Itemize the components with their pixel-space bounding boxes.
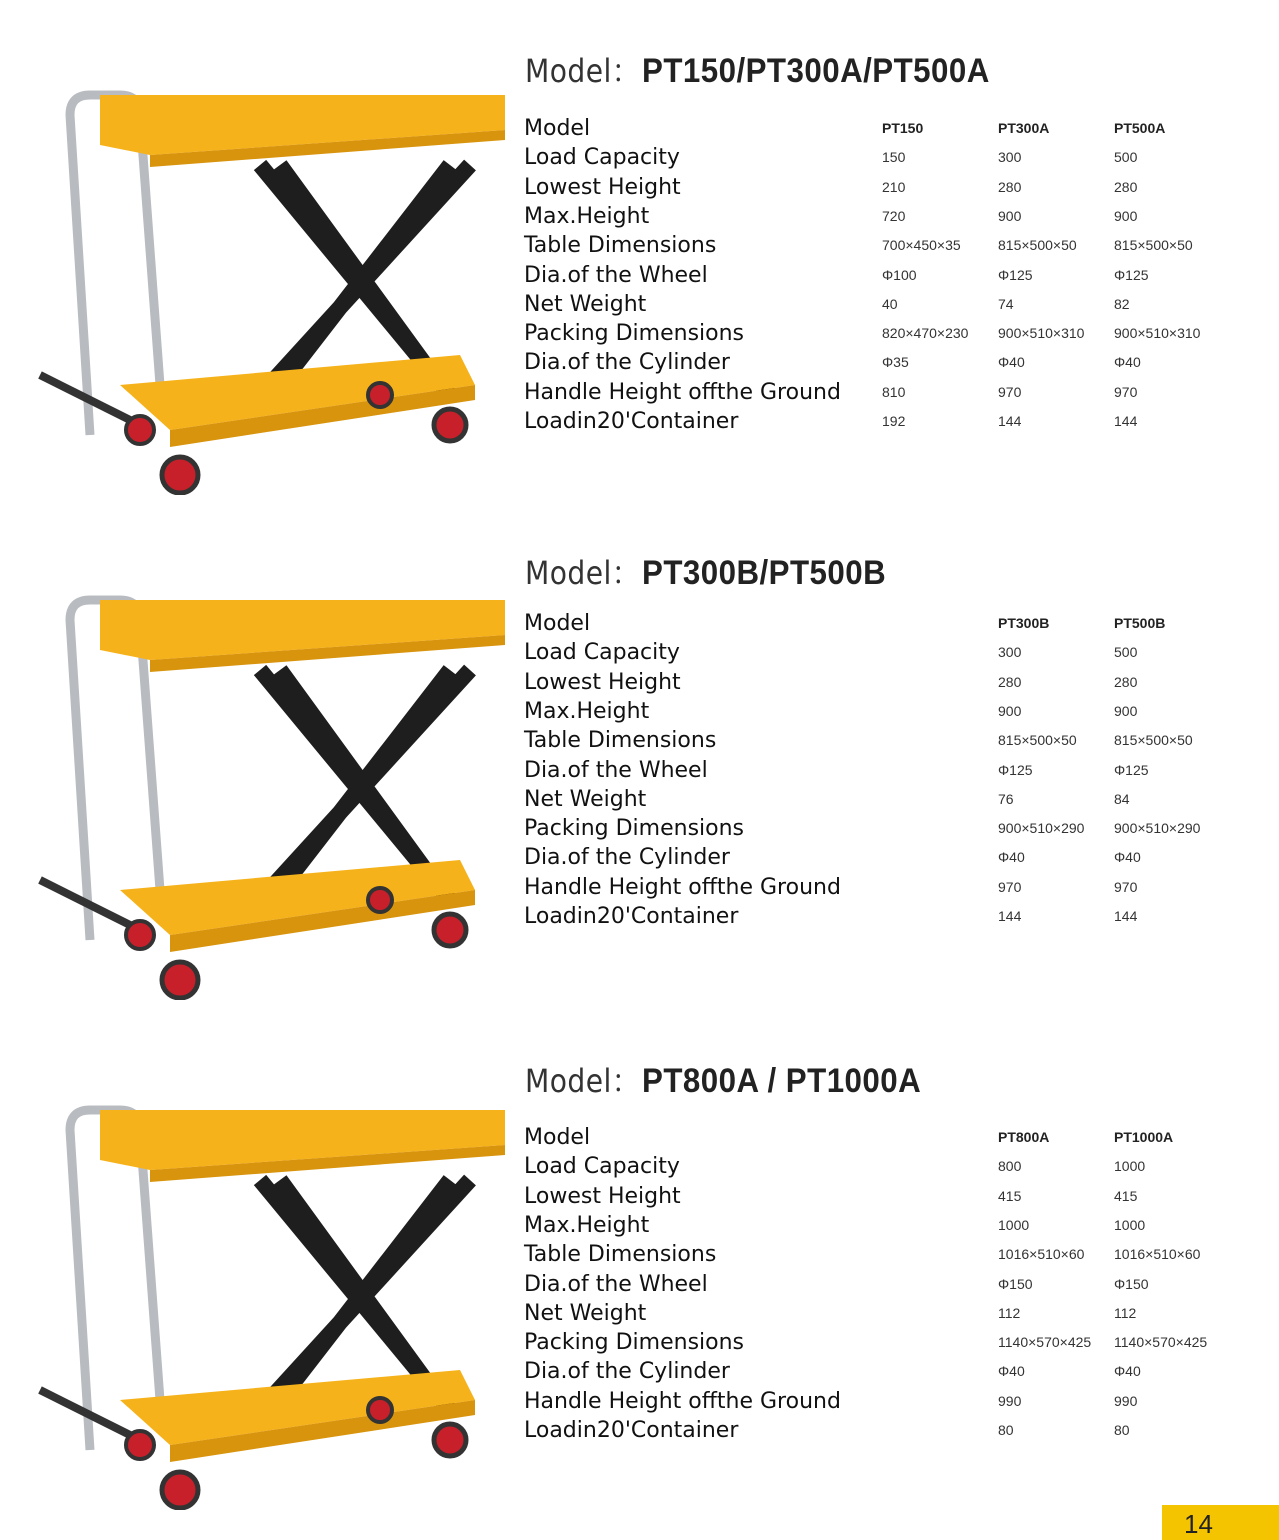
spec-value: 415 <box>1114 1187 1138 1204</box>
spec-value: 300 <box>998 149 1022 166</box>
spec-label: Dia.of the Cylinder <box>524 1359 730 1385</box>
model-column-header: PT1000A <box>1114 1129 1174 1145</box>
spec-value: 815×500×50 <box>998 732 1077 749</box>
spec-label: Handle Height offthe Ground <box>524 874 841 900</box>
page-number: 14 <box>1184 1509 1213 1539</box>
spec-row <box>0 640 1279 669</box>
spec-label: Packing Dimensions <box>524 321 745 347</box>
spec-row <box>0 1418 1279 1447</box>
spec-row <box>0 670 1279 699</box>
spec-value: 415 <box>998 1187 1022 1204</box>
spec-label: Dia.of the Wheel <box>524 262 708 288</box>
spec-value: 815×500×50 <box>1114 732 1193 749</box>
spec-label: Lowest Height <box>524 669 681 695</box>
spec-row <box>0 816 1279 845</box>
spec-row <box>0 787 1279 816</box>
spec-value: 900 <box>998 702 1022 719</box>
section-title: Model：PT300B/PT500B <box>525 554 887 592</box>
spec-label: Model <box>524 116 591 141</box>
spec-value: Φ150 <box>1114 1275 1149 1292</box>
spec-row <box>0 1301 1279 1330</box>
spec-value: 1000 <box>1114 1158 1146 1175</box>
spec-row <box>0 292 1279 321</box>
spec-row <box>0 175 1279 204</box>
spec-value: 900×510×290 <box>998 820 1085 837</box>
spec-value: 112 <box>998 1304 1021 1321</box>
spec-row <box>0 1154 1279 1183</box>
spec-value: 144 <box>1114 908 1138 924</box>
model-column-header: PT300B <box>998 615 1050 631</box>
spec-label: Max.Height <box>524 1212 650 1238</box>
spec-label: Handle Height offthe Ground <box>524 379 841 405</box>
spec-value: 1016×510×60 <box>998 1246 1085 1263</box>
spec-value: Φ40 <box>998 849 1025 866</box>
spec-label: Load Capacity <box>524 640 680 666</box>
spec-value: 970 <box>998 383 1022 400</box>
spec-value: 144 <box>998 413 1022 429</box>
spec-row <box>0 1242 1279 1271</box>
spec-value: 80 <box>1114 1422 1130 1438</box>
spec-label: Net Weight <box>524 1300 647 1326</box>
spec-label: Model <box>524 1125 591 1150</box>
spec-value: 280 <box>998 178 1022 195</box>
spec-row <box>0 409 1279 438</box>
spec-row <box>0 904 1279 933</box>
spec-value: 900 <box>1114 207 1138 224</box>
spec-value: 84 <box>1114 790 1130 807</box>
spec-row <box>0 1330 1279 1359</box>
spec-label: Net Weight <box>524 786 647 812</box>
page-number-tab <box>1162 1505 1279 1540</box>
spec-value: Φ35 <box>882 354 909 371</box>
spec-label: Table Dimensions <box>524 233 717 259</box>
spec-value: Φ125 <box>998 761 1033 778</box>
spec-value: 192 <box>882 413 906 429</box>
spec-value: Φ125 <box>998 266 1033 283</box>
spec-value: 720 <box>882 207 906 224</box>
spec-label: Packing Dimensions <box>524 1330 745 1356</box>
spec-label: Load Capacity <box>524 145 680 171</box>
spec-value: 990 <box>1114 1392 1138 1409</box>
spec-row <box>0 1125 1279 1154</box>
spec-label: Lowest Height <box>524 174 681 200</box>
spec-row <box>0 1184 1279 1213</box>
spec-value: 800 <box>998 1158 1022 1175</box>
spec-value: 80 <box>998 1422 1014 1438</box>
spec-label: Loadin20'Container <box>524 1418 739 1443</box>
spec-value: 970 <box>998 878 1022 895</box>
spec-value: 1140×570×425 <box>998 1334 1092 1351</box>
spec-value: 900 <box>998 207 1022 224</box>
model-column-header: PT500A <box>1114 120 1166 136</box>
spec-value: 970 <box>1114 878 1138 895</box>
model-column-header: PT300A <box>998 120 1050 136</box>
spec-label: Table Dimensions <box>524 728 717 754</box>
spec-value: 700×450×35 <box>882 237 961 254</box>
spec-value: 280 <box>1114 673 1138 690</box>
spec-label: Lowest Height <box>524 1183 681 1209</box>
spec-row <box>0 321 1279 350</box>
spec-label: Model <box>524 611 591 636</box>
spec-label: Load Capacity <box>524 1154 680 1180</box>
spec-value: 82 <box>1114 295 1130 312</box>
spec-value: 1140×570×425 <box>1114 1334 1208 1351</box>
spec-value: Φ100 <box>882 266 917 283</box>
spec-row <box>0 611 1279 640</box>
spec-value: Φ40 <box>998 1363 1025 1380</box>
spec-row <box>0 145 1279 174</box>
spec-value: 820×470×230 <box>882 325 969 342</box>
spec-value: 280 <box>998 673 1022 690</box>
spec-value: 1016×510×60 <box>1114 1246 1201 1263</box>
spec-label: Max.Height <box>524 203 650 229</box>
spec-value: 815×500×50 <box>1114 237 1193 254</box>
spec-value: Φ125 <box>1114 761 1149 778</box>
spec-label: Dia.of the Cylinder <box>524 845 730 871</box>
spec-label: Loadin20'Container <box>524 904 739 929</box>
spec-value: Φ40 <box>1114 1363 1141 1380</box>
spec-row <box>0 728 1279 757</box>
spec-value: 300 <box>998 644 1022 661</box>
spec-value: 1000 <box>998 1216 1030 1233</box>
spec-value: 144 <box>1114 413 1138 429</box>
spec-value: 500 <box>1114 149 1138 166</box>
spec-label: Dia.of the Cylinder <box>524 350 730 376</box>
spec-row <box>0 263 1279 292</box>
spec-row <box>0 1213 1279 1242</box>
model-column-header: PT150 <box>882 120 924 136</box>
spec-row <box>0 116 1279 145</box>
model-column-header: PT500B <box>1114 615 1166 631</box>
spec-value: Φ40 <box>1114 354 1141 371</box>
spec-label: Max.Height <box>524 698 650 724</box>
model-column-header: PT800A <box>998 1129 1050 1145</box>
spec-row <box>0 380 1279 409</box>
spec-label: Loadin20'Container <box>524 409 739 434</box>
spec-row <box>0 758 1279 787</box>
spec-value: Φ40 <box>998 354 1025 371</box>
spec-value: 810 <box>882 383 906 400</box>
spec-value: 76 <box>998 790 1014 807</box>
spec-value: 500 <box>1114 644 1138 661</box>
spec-value: 280 <box>1114 178 1138 195</box>
spec-value: 1000 <box>1114 1216 1146 1233</box>
spec-value: 150 <box>882 149 906 166</box>
spec-value: 40 <box>882 295 898 312</box>
spec-value: Φ150 <box>998 1275 1033 1292</box>
spec-value: 74 <box>998 295 1014 312</box>
spec-value: 900×510×310 <box>1114 325 1201 342</box>
spec-label: Packing Dimensions <box>524 816 745 842</box>
spec-value: 112 <box>1114 1304 1137 1321</box>
spec-row <box>0 699 1279 728</box>
spec-row <box>0 1359 1279 1388</box>
spec-value: Φ40 <box>1114 849 1141 866</box>
spec-value: 210 <box>882 178 906 195</box>
spec-label: Table Dimensions <box>524 1242 717 1268</box>
spec-value: 970 <box>1114 383 1138 400</box>
spec-row <box>0 845 1279 874</box>
spec-value: 900×510×290 <box>1114 820 1201 837</box>
spec-value: 900 <box>1114 702 1138 719</box>
spec-value: 815×500×50 <box>998 237 1077 254</box>
spec-row <box>0 1389 1279 1418</box>
spec-label: Handle Height offthe Ground <box>524 1388 841 1414</box>
spec-row <box>0 233 1279 262</box>
spec-value: 990 <box>998 1392 1022 1409</box>
section-title: Model：PT150/PT300A/PT500A <box>525 52 990 90</box>
spec-value: 144 <box>998 908 1022 924</box>
spec-row <box>0 204 1279 233</box>
spec-value: Φ125 <box>1114 266 1149 283</box>
spec-row <box>0 1272 1279 1301</box>
spec-value: 900×510×310 <box>998 325 1085 342</box>
spec-label: Net Weight <box>524 291 647 317</box>
spec-label: Dia.of the Wheel <box>524 757 708 783</box>
spec-row <box>0 875 1279 904</box>
spec-row <box>0 350 1279 379</box>
spec-label: Dia.of the Wheel <box>524 1271 708 1297</box>
section-title: Model：PT800A / PT1000A <box>525 1062 922 1100</box>
